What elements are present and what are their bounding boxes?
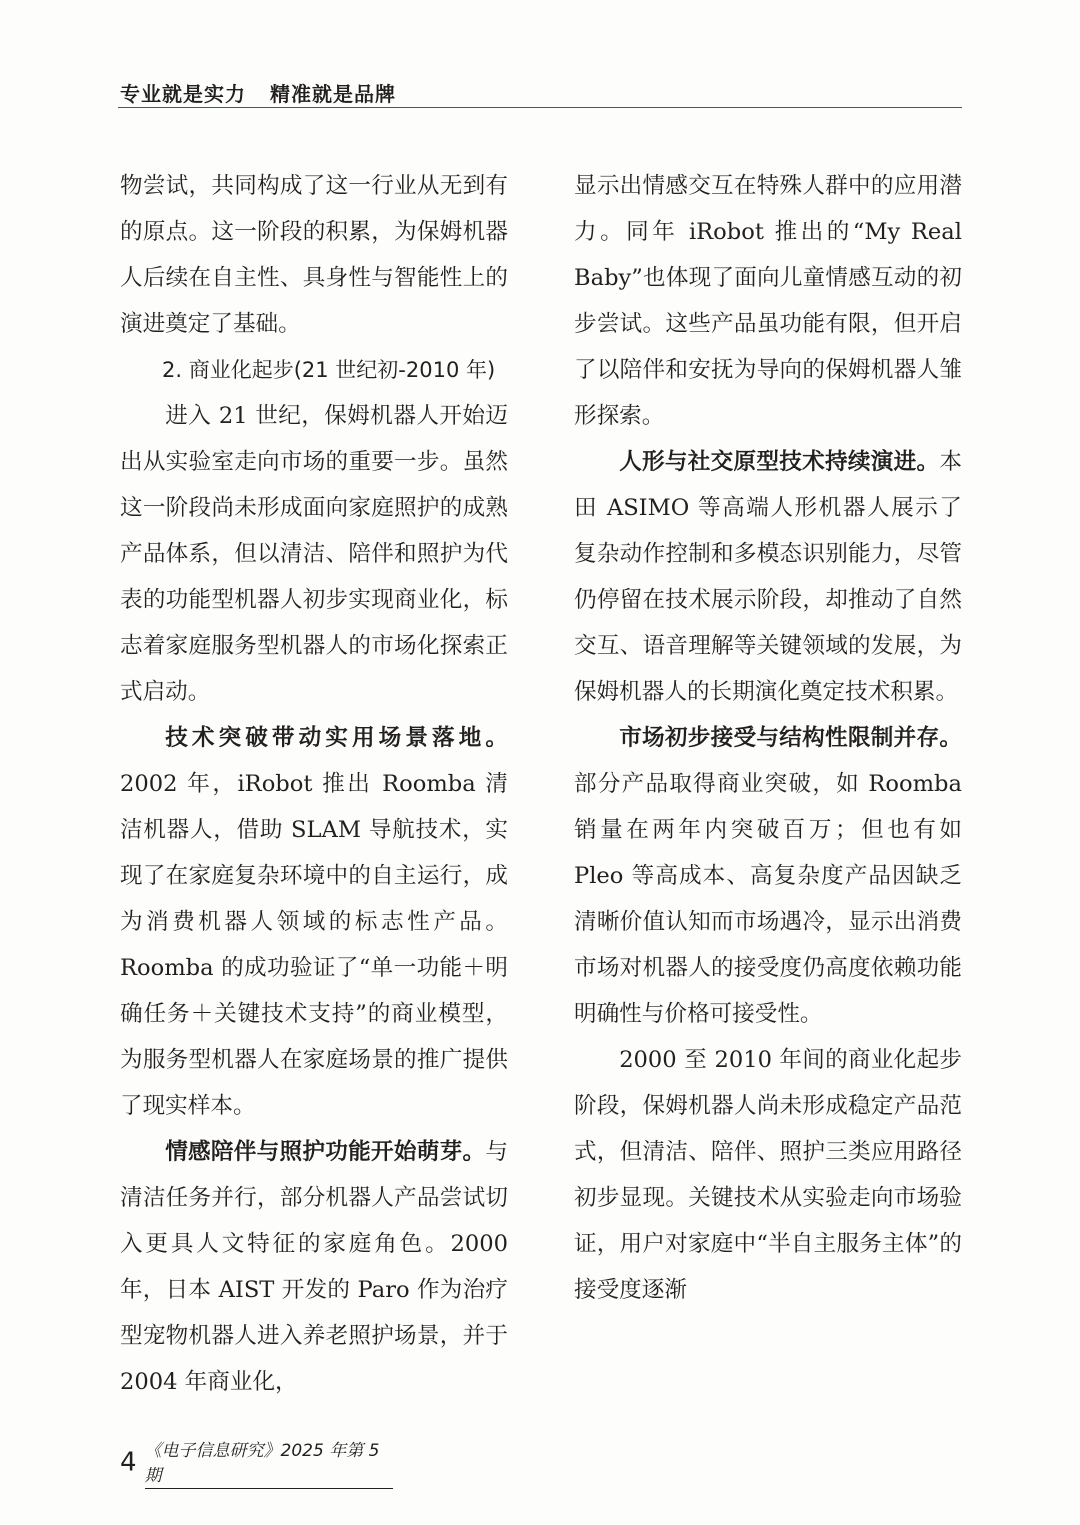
left-column bbox=[120, 163, 508, 1405]
paragraph-lead-heading: 市场初步接受与结构性限制并存。 bbox=[619, 725, 962, 751]
paragraph-body: 部分产品取得商业突破，如 Roomba 销量在两年内突破百万；但也有如 Pleo 等高成本、高复杂度产品因缺乏清晰价值认知而市场遇冷，显示出消费市场对机器人的接受度仍高度依赖功能明确性与价格可接受性。 bbox=[574, 771, 962, 1027]
header-slogan-right: 精准就是品牌 bbox=[270, 82, 396, 106]
paragraph: 物尝试，共同构成了这一行业从无到有的原点。这一阶段的积累，为保姆机器人后续在自主性、具身性与智能性上的演进奠定了基础。 bbox=[120, 173, 508, 337]
running-header bbox=[120, 78, 962, 107]
paragraph-lead-heading: 人形与社交原型技术持续演进。 bbox=[619, 449, 940, 475]
section-subheading: 2. 商业化起步(21 世纪初-2010 年) bbox=[162, 358, 496, 382]
paragraph bbox=[120, 715, 508, 1129]
paragraph-body: 与清洁任务并行，部分机器人产品尝试切入更具人文特征的家庭角色。2000 年，日本 AIST 开发的 Paro 作为治疗型宠物机器人进入养老照护场景，并于 2004 年商业化， bbox=[120, 1139, 508, 1395]
header-slogan-left: 专业就是实力 bbox=[120, 82, 246, 106]
paragraph-body: 本田 ASIMO 等高端人形机器人展示了复杂动作控制和多模态识别能力，尽管仍停留在技术展示阶段，却推动了自然交互、语音理解等关键领域的发展，为保姆机器人的长期演化奠定技术积累。 bbox=[574, 449, 962, 705]
paragraph: 进入 21 世纪，保姆机器人开始迈出从实验室走向市场的重要一步。虽然这一阶段尚未形成面向家庭照护的成熟产品体系，但以清洁、陪伴和照护为代表的功能型机器人初步实现商业化，标志着家庭服务型机器人的市场化探索正式启动。 bbox=[120, 403, 508, 705]
paragraph bbox=[120, 1129, 508, 1405]
paragraph bbox=[574, 439, 962, 715]
paragraph: 2000 至 2010 年间的商业化起步阶段，保姆机器人尚未形成稳定产品范式，但清洁、陪伴、照护三类应用路径初步显现。关键技术从实验走向市场验证，用户对家庭中“半自主服务主体”的接受度逐渐 bbox=[574, 1047, 962, 1303]
page-number: 4 bbox=[120, 1447, 137, 1478]
header-divider bbox=[118, 107, 962, 108]
paragraph-body: 2002 年，iRobot 推出 Roomba 清洁机器人，借助 SLAM 导航技术，实现了在家庭复杂环境中的自主运行，成为消费机器人领域的标志性产品。Roomba 的成功验证了“单一功能＋明确任务＋关键技术支持”的商业模型，为服务型机器人在家庭场景的推广提供了现实样本。 bbox=[120, 771, 508, 1119]
paragraph-lead-heading: 技术突破带动实用场景落地。 bbox=[165, 725, 508, 751]
paragraph bbox=[574, 715, 962, 1037]
journal-citation: 《电子信息研究》2025 年第 5 期 bbox=[145, 1436, 393, 1489]
paragraph: 显示出情感交互在特殊人群中的应用潜力。同年 iRobot 推出的“My Real Baby”也体现了面向儿童情感互动的初步尝试。这些产品虽功能有限，但开启了以陪伴和安抚为导向的保姆机器人雏形探索。 bbox=[574, 173, 962, 429]
right-column bbox=[574, 163, 962, 1313]
page-footer bbox=[120, 1436, 393, 1489]
paragraph-lead-heading: 情感陪伴与照护功能开始萌芽。 bbox=[165, 1139, 486, 1165]
